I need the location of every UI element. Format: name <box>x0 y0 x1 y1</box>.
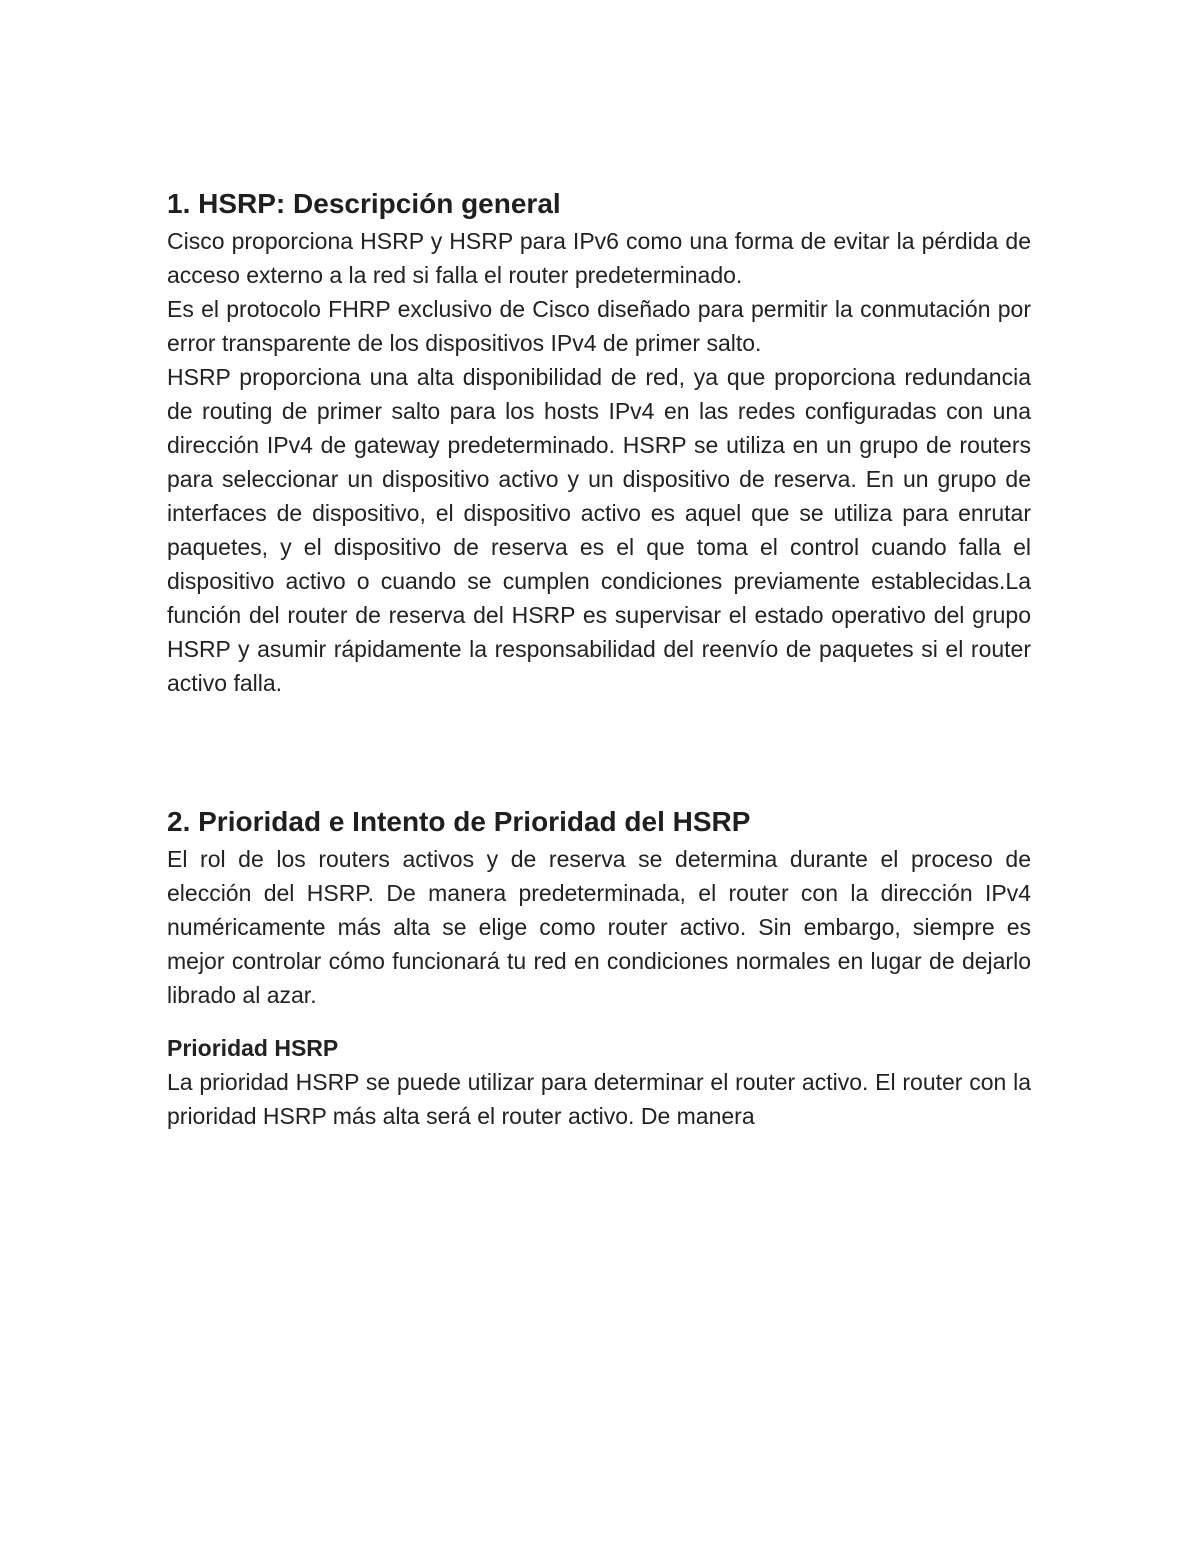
section-1-paragraph-1: Cisco proporciona HSRP y HSRP para IPv6 como una forma de evitar la pérdida de acceso externo a la red si falla el router predeterminado. <box>167 228 1031 288</box>
document-body <box>167 184 1031 1133</box>
section-1-heading: 1. HSRP: Descripción general <box>167 188 561 219</box>
section-1-paragraph-2: Es el protocolo FHRP exclusivo de Cisco diseñado para permitir la conmutación por error transparente de los dispositivos IPv4 de primer salto. <box>167 296 1031 356</box>
section-1-paragraph-3: HSRP proporciona una alta disponibilidad de red, ya que proporciona redundancia de routing de primer salto para los hosts IPv4 en las redes configuradas con una dirección IPv4 de gateway predeterminado. HSRP se utiliza en un grupo de routers para seleccionar un dispositivo activo y un dispositivo de reserva. En un grupo de interfaces de dispositivo, el dispositivo activo es aquel que se utiliza para enrutar paquetes, y el dispositivo de reserva es el que toma el control cuando falla el dispositivo activo o cuando se cumplen condiciones previamente establecidas.La función del router de reserva del HSRP es supervisar el estado operativo del grupo HSRP y asumir rápidamente la responsabilidad del reenvío de paquetes si el router activo falla. <box>167 364 1031 696</box>
section-2-heading: 2. Prioridad e Intento de Prioridad del HSRP <box>167 806 751 837</box>
section-2-subheading: Prioridad HSRP <box>167 1035 339 1061</box>
section-2-paragraph-1: El rol de los routers activos y de reserva se determina durante el proceso de elección del HSRP. De manera predeterminada, el router con la dirección IPv4 numéricamente más alta se elige como router activo. Sin embargo, siempre es mejor controlar cómo funcionará tu red en condiciones normales en lugar de dejarlo librado al azar. <box>167 846 1031 1008</box>
section-2-paragraph-2: La prioridad HSRP se puede utilizar para determinar el router activo. El router con la prioridad HSRP más alta será el router activo. De manera <box>167 1069 1031 1129</box>
